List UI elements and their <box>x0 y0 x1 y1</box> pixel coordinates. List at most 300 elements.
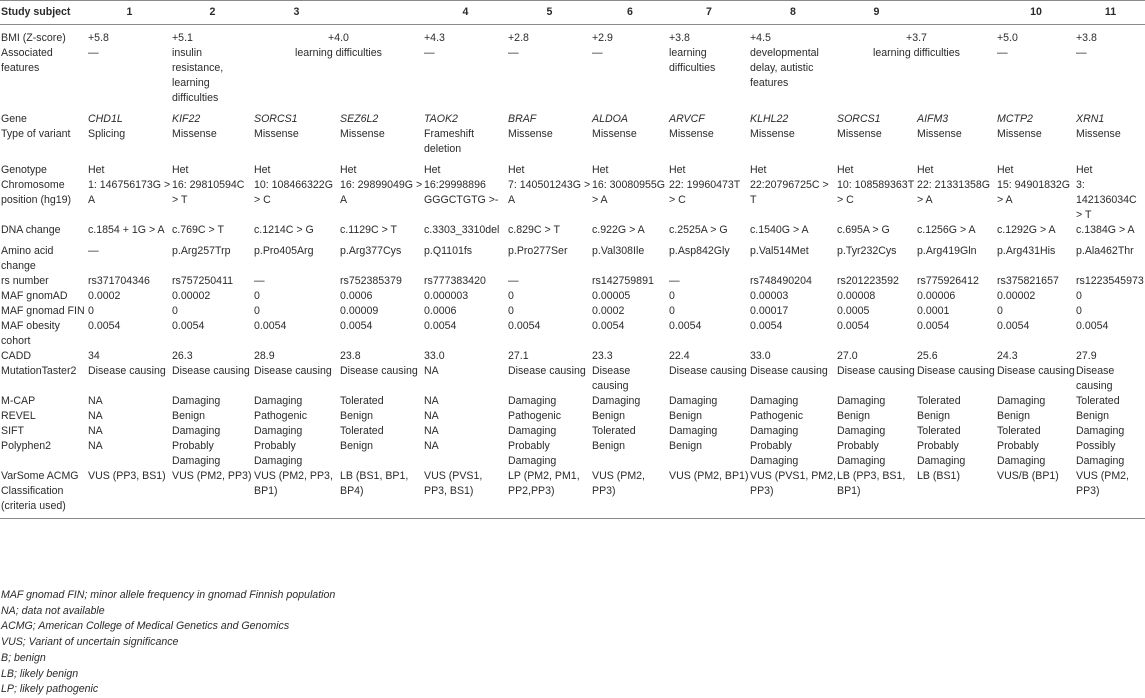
table-cell: Damaging <box>837 394 886 407</box>
table-cell: Pathogenic <box>750 409 804 422</box>
footnote: ACMG; American College of Medical Genetics and Genomics <box>1 620 290 633</box>
table-cell: +5.1 <box>172 31 193 44</box>
table-cell: p.Val308Ile <box>592 244 645 257</box>
table-cell: Benign <box>592 409 625 422</box>
table-cell: 0.00003 <box>750 289 789 302</box>
table-cell: +3.8 <box>669 31 690 44</box>
footnote: B; benign <box>1 651 46 664</box>
table-cell: Tolerated <box>997 424 1041 437</box>
table-row <box>0 31 1145 46</box>
table-cell: — <box>592 46 603 59</box>
table-cell: 16: 29899049G > A <box>340 178 423 206</box>
table-cell: 0.0005 <box>837 304 870 317</box>
table-cell: 28.9 <box>254 349 275 362</box>
table-cell: VUS (PVS1, PM2, PP3) <box>750 469 836 497</box>
table-cell: 0.0054 <box>254 319 287 332</box>
table-cell: VUS (PM2, PP3, BP1) <box>254 469 333 497</box>
row-label: Genotype <box>1 163 47 176</box>
table-cell: LB (BS1, BP1, BP4) <box>340 469 409 497</box>
row-label: MAF gnomad FIN <box>1 304 85 317</box>
table-cell: Tolerated <box>917 424 961 437</box>
table-cell: Probably Damaging <box>917 439 966 467</box>
table-cell: Possibly Damaging <box>1076 439 1125 467</box>
table-cell: p.Pro277Ser <box>508 244 568 257</box>
table-cell: 0.0054 <box>508 319 541 332</box>
footnotes <box>1 588 1141 698</box>
table-cell: 0 <box>254 304 260 317</box>
header-subject: 9 <box>873 6 880 18</box>
table-cell: CHD1L <box>88 112 123 125</box>
table-row <box>0 127 1145 157</box>
header-subject: 2 <box>209 6 216 18</box>
table-cell: 16: 30080955G > A <box>592 178 666 206</box>
table-cell: LB (PP3, BS1, BP1) <box>837 469 906 497</box>
table-cell: Benign <box>592 439 625 452</box>
table-cell: VUS (PM2, PP3) <box>1076 469 1129 497</box>
table-cell: Missense <box>172 127 217 140</box>
table-cell: Het <box>669 163 686 176</box>
table-cell: Damaging <box>254 394 303 407</box>
table-cell: VUS (PM2, BP1) <box>669 469 749 482</box>
table-cell: Tolerated <box>917 394 961 407</box>
table-cell: 26.3 <box>172 349 193 362</box>
table-cell: LP (PM2, PM1, PP2,PP3) <box>508 469 580 497</box>
table-cell: +5.8 <box>88 31 109 44</box>
table-cell: c.695A > G <box>837 223 890 236</box>
table-cell: Damaging <box>750 424 799 437</box>
table-cell: +2.9 <box>592 31 613 44</box>
table-cell: Pathogenic <box>254 409 308 422</box>
header-subject: 4 <box>462 6 469 18</box>
table-cell: Damaging <box>254 424 303 437</box>
table-cell: p.Arg431His <box>997 244 1056 257</box>
table-cell: Disease causing <box>254 364 332 377</box>
table-cell: Damaging <box>1076 424 1125 437</box>
table-cell: Probably Damaging <box>508 439 557 467</box>
table-cell: 25.6 <box>917 349 938 362</box>
table-cell: Het <box>424 163 441 176</box>
table-cell: TAOK2 <box>424 112 458 125</box>
footnote: VUS; Variant of uncertain significance <box>1 636 179 649</box>
table-cell: rs752385379 <box>340 274 402 287</box>
table-cell: rs775926412 <box>917 274 979 287</box>
table-cell: 33.0 <box>750 349 771 362</box>
table-cell: 24.3 <box>997 349 1018 362</box>
table-cell: Het <box>837 163 854 176</box>
table-cell: Tolerated <box>592 424 636 437</box>
table-cell: VUS (PM2, PP3) <box>172 469 252 482</box>
table-cell: Het <box>1076 163 1093 176</box>
table-cell: NA <box>424 394 439 407</box>
table-cell: rs371704346 <box>88 274 150 287</box>
table-cell: Splicing <box>88 127 126 140</box>
table-cell: 0.0006 <box>340 289 373 302</box>
table-cell: p.Arg377Cys <box>340 244 402 257</box>
row-label: DNA change <box>1 223 61 236</box>
table-cell: 0.0054 <box>750 319 783 332</box>
table-cell: rs748490204 <box>750 274 812 287</box>
table-cell: Probably Damaging <box>172 439 221 467</box>
row-label: MutationTaster2 <box>1 364 77 377</box>
table-cell: Damaging <box>172 424 221 437</box>
table-cell: 0 <box>669 289 675 302</box>
table-cell: ALDOA <box>592 112 628 125</box>
table-cell: Damaging <box>172 394 221 407</box>
table-row <box>0 349 1145 364</box>
table-cell: 1: 146756173G > A <box>88 178 171 206</box>
table-cell: rs777383420 <box>424 274 486 287</box>
table-cell: Disease causing <box>172 364 250 377</box>
footnote: LB; likely benign <box>1 667 79 680</box>
table-cell: VUS (PVS1, PP3, BS1) <box>424 469 483 497</box>
table-cell: 0.0006 <box>424 304 457 317</box>
table-cell: Benign <box>340 439 373 452</box>
header-subject: 11 <box>1104 6 1117 18</box>
table-cell: — <box>254 274 265 287</box>
row-label: rs number <box>1 274 49 287</box>
header-row <box>0 1 1145 25</box>
table-cell: 0.0054 <box>592 319 625 332</box>
table-cell: Het <box>172 163 189 176</box>
table-cell: rs201223592 <box>837 274 899 287</box>
table-cell: Benign <box>172 409 205 422</box>
table-cell: Benign <box>1076 409 1109 422</box>
table-cell: developmental delay, autistic features <box>750 46 819 89</box>
table-cell: p.Q1101fs <box>424 244 473 257</box>
table-cell: +4.3 <box>424 31 445 44</box>
table-cell: ARVCF <box>669 112 705 125</box>
table-cell: rs1223545973 <box>1076 274 1144 287</box>
table-cell: 7: 140501243G > A <box>508 178 591 206</box>
table-cell: +4.0 <box>328 31 349 44</box>
table-cell: Missense <box>340 127 385 140</box>
table-cell: Tolerated <box>340 424 384 437</box>
header-subject: 6 <box>627 6 633 18</box>
table-cell: c.1854 + 1G > A <box>88 223 165 236</box>
table-cell: Damaging <box>508 394 557 407</box>
table-cell: Benign <box>837 409 870 422</box>
table-row <box>0 424 1145 439</box>
table-cell: 0.0001 <box>917 304 950 317</box>
table-cell: Benign <box>340 409 373 422</box>
table-cell: Damaging <box>592 394 641 407</box>
table-cell: 0 <box>508 304 514 317</box>
table-cell: c.922G > A <box>592 223 645 236</box>
table-row <box>0 46 1145 106</box>
table-cell: +2.8 <box>508 31 529 44</box>
table-cell: Benign <box>997 409 1030 422</box>
table-cell: c.1540G > A <box>750 223 809 236</box>
table-cell: learning difficulties <box>295 46 382 59</box>
table-cell: 15: 94901832G > A <box>997 178 1071 206</box>
table-cell: learning difficulties <box>873 46 960 59</box>
table-cell: Disease causing <box>1076 364 1115 392</box>
table-header <box>0 1 1145 25</box>
row-label: MAF obesity cohort <box>1 319 60 347</box>
table-cell: XRN1 <box>1076 112 1105 125</box>
table-cell: Probably Damaging <box>837 439 886 467</box>
row-label: SIFT <box>1 424 24 437</box>
table-cell: SEZ6L2 <box>340 112 379 125</box>
table-row <box>0 319 1145 349</box>
table-cell: 23.3 <box>592 349 613 362</box>
table-cell: Missense <box>837 127 882 140</box>
table-cell: NA <box>424 424 439 437</box>
table-cell: Benign <box>669 439 702 452</box>
table-cell: c.1292G > A <box>997 223 1056 236</box>
table-row <box>0 439 1145 469</box>
table-cell: — <box>669 274 680 287</box>
table-cell: 33.0 <box>424 349 445 362</box>
table-cell: BRAF <box>508 112 537 125</box>
table-cell: SORCS1 <box>254 112 298 125</box>
table-cell: 10: 108589363T > C <box>837 178 914 206</box>
header-subject: 7 <box>706 6 712 18</box>
table-row <box>0 469 1145 519</box>
row-label: Associated features <box>1 46 53 74</box>
table-row <box>0 304 1145 319</box>
row-label: Amino acid change <box>1 244 54 272</box>
table-cell: Benign <box>917 409 950 422</box>
table-cell: VUS/B (BP1) <box>997 469 1059 482</box>
table-cell: p.Asp842Gly <box>669 244 730 257</box>
table-cell: 0 <box>172 304 178 317</box>
table-cell: Damaging <box>997 394 1046 407</box>
table-cell: Damaging <box>669 424 718 437</box>
table-cell: 0.00008 <box>837 289 876 302</box>
table-cell: learning difficulties <box>669 46 716 74</box>
table-cell: 0 <box>669 304 675 317</box>
row-label: Type of variant <box>1 127 71 140</box>
table-cell: c.769C > T <box>172 223 224 236</box>
row-label: Gene <box>1 112 27 125</box>
table-cell: +5.0 <box>997 31 1018 44</box>
table-cell: 0.000003 <box>424 289 469 302</box>
table-cell: Disease causing <box>917 364 995 377</box>
table-cell: LB (BS1) <box>917 469 960 482</box>
table-cell: 0 <box>1076 304 1082 317</box>
table-cell: — <box>88 244 99 257</box>
table-cell: Tolerated <box>340 394 384 407</box>
row-label: CADD <box>1 349 32 362</box>
table-cell: 10: 108466322G > C <box>254 178 333 206</box>
table-cell: Disease causing <box>592 364 631 392</box>
table-cell: Probably Damaging <box>254 439 303 467</box>
table-cell: Het <box>340 163 357 176</box>
table-cell: +3.7 <box>906 31 927 44</box>
table-cell: 0.00009 <box>340 304 379 317</box>
table-cell: NA <box>424 364 439 377</box>
table-cell: NA <box>88 439 103 452</box>
table-cell: Damaging <box>750 394 799 407</box>
table-cell: Damaging <box>508 424 557 437</box>
header-subject: 8 <box>790 6 796 18</box>
row-label: MAF gnomAD <box>1 289 68 302</box>
table-cell: 16: 29810594C > T <box>172 178 245 206</box>
table-row <box>0 289 1145 304</box>
table-cell: NA <box>88 409 103 422</box>
table-cell: 34 <box>88 349 100 362</box>
table-cell: Disease causing <box>997 364 1075 377</box>
table-cell: c.3303_3310del <box>424 223 500 236</box>
table-cell: Disease causing <box>837 364 915 377</box>
header-subject: 10 <box>1030 6 1042 18</box>
table-cell: 0 <box>254 289 260 302</box>
table-cell: p.Arg257Trp <box>172 244 231 257</box>
table-cell: c.829C > T <box>508 223 560 236</box>
header-subject: 3 <box>293 6 300 18</box>
table-cell: NA <box>424 409 439 422</box>
table-cell: 0.00005 <box>592 289 631 302</box>
table-cell: 0.0002 <box>88 289 121 302</box>
table-row <box>0 163 1145 178</box>
table-cell: 0 <box>88 304 94 317</box>
row-label: BMI (Z-score) <box>1 31 66 44</box>
table-cell: Missense <box>254 127 299 140</box>
table-row <box>0 244 1145 274</box>
table-cell: c.2525A > G <box>669 223 728 236</box>
table-cell: 0.0054 <box>172 319 205 332</box>
footnote: LP; likely pathogenic <box>1 683 99 696</box>
header-subject: 5 <box>546 6 553 18</box>
row-label: Chromosome position (hg19) <box>1 178 72 206</box>
table-cell: NA <box>424 439 439 452</box>
table-cell: 0.0054 <box>837 319 870 332</box>
table-cell: 27.0 <box>837 349 858 362</box>
table-cell: Het <box>750 163 767 176</box>
table-cell: 16:29998896 GGGCTGTG >- <box>424 178 499 206</box>
table-row <box>0 274 1145 289</box>
table-cell: — <box>424 46 435 59</box>
table-cell: 22: 21331358G > A <box>917 178 991 206</box>
table-cell: Disease causing <box>750 364 828 377</box>
table-cell: c.1129C > T <box>340 223 398 236</box>
table-cell: Missense <box>917 127 962 140</box>
table-cell: — <box>508 46 519 59</box>
footnote: MAF gnomad FIN; minor allele frequency in gnomad Finnish population <box>1 589 336 601</box>
table-row <box>0 223 1145 238</box>
table-cell: 0.0002 <box>592 304 625 317</box>
table-cell: 0.0054 <box>424 319 457 332</box>
table-cell: Missense <box>997 127 1042 140</box>
table-cell: Missense <box>669 127 714 140</box>
table-row <box>0 178 1145 223</box>
table-cell: — <box>997 46 1008 59</box>
table-cell: MCTP2 <box>997 112 1033 125</box>
table-cell: 0.0054 <box>340 319 373 332</box>
table-cell: Pathogenic <box>508 409 562 422</box>
table-cell: p.Arg419Gln <box>917 244 977 257</box>
table-cell: Missense <box>592 127 637 140</box>
table-cell: SORCS1 <box>837 112 881 125</box>
table-cell: Probably Damaging <box>997 439 1046 467</box>
table-cell: 23.8 <box>340 349 361 362</box>
table-cell: 0.00002 <box>997 289 1036 302</box>
header-subject <box>339 1 423 25</box>
table-cell: Benign <box>669 409 702 422</box>
table-cell: Disease causing <box>88 364 166 377</box>
table-cell: VUS (PP3, BS1) <box>88 469 166 482</box>
row-label: VarSome ACMG Classification (criteria used) <box>1 469 79 512</box>
table-row <box>0 364 1145 394</box>
row-label: REVEL <box>1 409 36 422</box>
table-cell: rs757250411 <box>172 274 234 287</box>
table-cell: Het <box>997 163 1014 176</box>
row-label: Polyphen2 <box>1 439 52 452</box>
table-cell: 22:20796725C > T <box>750 178 829 206</box>
table-cell: KIF22 <box>172 112 201 125</box>
header-study-subject: Study subject <box>1 6 71 18</box>
table-cell: c.1256G > A <box>917 223 976 236</box>
table-cell: 27.1 <box>508 349 529 362</box>
table-cell: +4.5 <box>750 31 771 44</box>
row-label: M-CAP <box>1 394 36 407</box>
header-subject <box>916 1 996 25</box>
table-row <box>0 112 1145 127</box>
table-cell: Damaging <box>669 394 718 407</box>
table-cell: VUS (PM2, PP3) <box>592 469 645 497</box>
table-cell: 0.00006 <box>917 289 956 302</box>
table-cell: insulin resistance, learning difficulties <box>172 46 224 104</box>
table-cell: Het <box>592 163 609 176</box>
table-cell: Probably Damaging <box>750 439 799 467</box>
table-cell: Damaging <box>837 424 886 437</box>
table-cell: Frameshift deletion <box>424 127 475 155</box>
table-cell: c.1214C > G <box>254 223 314 236</box>
table-cell: 0.0054 <box>1076 319 1109 332</box>
table-cell: Missense <box>1076 127 1121 140</box>
table-cell: Tolerated <box>1076 394 1120 407</box>
table-cell: 0.0054 <box>997 319 1030 332</box>
table-cell: +3.8 <box>1076 31 1097 44</box>
table-cell: 0.00017 <box>750 304 789 317</box>
table-cell: — <box>88 46 99 59</box>
table-cell: p.Val514Met <box>750 244 809 257</box>
table-cell: 0.0054 <box>917 319 950 332</box>
table-cell: 0 <box>508 289 514 302</box>
table-cell: 0 <box>1076 289 1082 302</box>
table-cell: 0.0054 <box>88 319 121 332</box>
table-cell: 0.0054 <box>669 319 702 332</box>
table-cell: rs142759891 <box>592 274 654 287</box>
table-cell: Disease causing <box>669 364 747 377</box>
table-row <box>0 394 1145 409</box>
table-cell: 3: 142136034C > T <box>1076 178 1137 221</box>
table-cell: Disease causing <box>508 364 586 377</box>
table-cell: — <box>508 274 519 287</box>
table-cell: p.Tyr232Cys <box>837 244 897 257</box>
table-cell: — <box>1076 46 1087 59</box>
table-cell: rs375821657 <box>997 274 1059 287</box>
table-cell: KLHL22 <box>750 112 789 125</box>
table-cell: Het <box>254 163 271 176</box>
table-cell: 22.4 <box>669 349 690 362</box>
table-cell: Het <box>88 163 105 176</box>
table-cell: p.Pro405Arg <box>254 244 314 257</box>
table-cell: 27.9 <box>1076 349 1097 362</box>
footnote: NA; data not available <box>1 604 105 617</box>
header-subject: 1 <box>126 6 133 18</box>
table-cell: 22: 19960473T > C <box>669 178 741 206</box>
table-cell: NA <box>88 394 103 407</box>
table-cell: c.1384G > A <box>1076 223 1135 236</box>
table-cell: Het <box>917 163 934 176</box>
table-body <box>0 24 1145 518</box>
table-cell: Missense <box>750 127 795 140</box>
table-cell: 0.00002 <box>172 289 211 302</box>
table-cell: AIFM3 <box>917 112 949 125</box>
table-cell: Disease causing <box>340 364 418 377</box>
